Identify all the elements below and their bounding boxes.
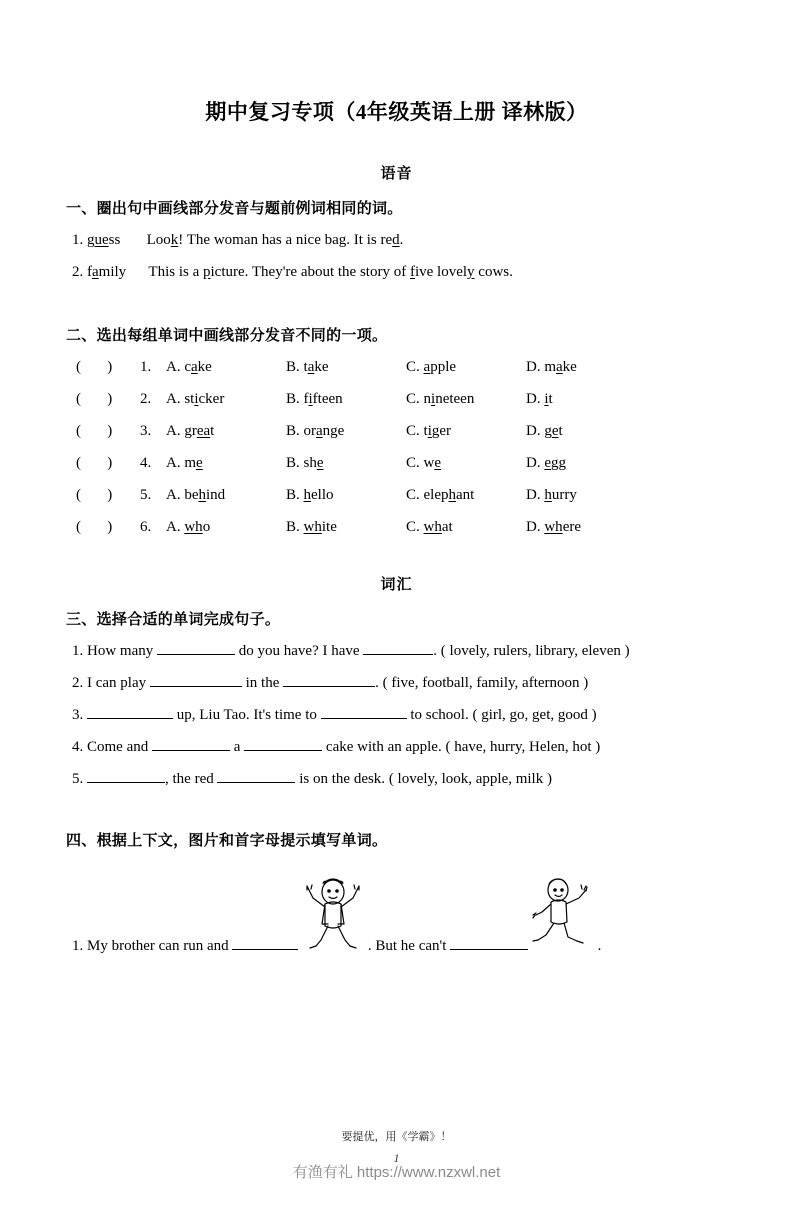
fill-blank[interactable] [87, 782, 165, 783]
item-number: 3. [72, 707, 84, 723]
question-4-heading: 四、根据上下文，图片和首字母提示填写单词。 [66, 833, 388, 849]
answer-bracket-3[interactable]: ( ) [76, 423, 113, 439]
option-b[interactable]: B. white [286, 519, 337, 535]
answer-bracket-5[interactable]: ( ) [76, 487, 113, 503]
question-1-heading: 一、圈出句中画线部分发音与题前例词相同的词。 [66, 201, 403, 217]
word-choices: ( five, football, family, afternoon ) [382, 675, 589, 691]
fill-blank[interactable] [244, 750, 322, 751]
table-row[interactable] [66, 511, 727, 543]
jumping-boy-icon [302, 876, 364, 962]
text-after: is on the desk. [299, 771, 386, 787]
text-before: My brother can run and [87, 938, 229, 954]
option-b[interactable]: B. orange [286, 423, 345, 439]
text-after: to school. [410, 707, 469, 723]
footer-note: 要提优，用《学霸》！ [341, 1131, 452, 1143]
fill-blank[interactable] [363, 654, 433, 655]
option-a[interactable]: A. sticker [166, 391, 225, 407]
text-mid: in the [245, 675, 280, 691]
question-1-item-1 [66, 224, 727, 256]
example-word: family [87, 264, 127, 280]
section-heading-vocabulary: 词汇 [380, 577, 413, 593]
text-before: I can play [87, 675, 147, 691]
example-word: guess [87, 232, 121, 248]
fill-blank[interactable] [87, 718, 173, 719]
sentence-text: This is a picture. They're about the story of five lovely cows. [148, 264, 513, 280]
row-number: 3. [140, 423, 152, 439]
answer-bracket-2[interactable]: ( ) [76, 391, 113, 407]
item-number: 1. [72, 232, 84, 248]
running-boy-icon [532, 876, 594, 962]
word-choices: ( have, hurry, Helen, hot ) [445, 739, 601, 755]
document-page [0, 96, 793, 1218]
option-d[interactable]: D. get [526, 423, 563, 439]
text-mid: . But he can't [367, 938, 447, 954]
item-number: 5. [72, 771, 84, 787]
option-c[interactable]: C. what [406, 519, 453, 535]
table-row[interactable] [66, 351, 727, 383]
question-4-item-1 [66, 876, 727, 956]
sentence-text: Look! The woman has a nice bag. It is red. [146, 232, 404, 248]
option-b[interactable]: B. she [286, 455, 324, 471]
text-end: . [597, 938, 602, 954]
answer-bracket-1[interactable]: ( ) [76, 359, 113, 375]
text-before: How many [87, 643, 154, 659]
option-b[interactable]: B. take [286, 359, 329, 375]
option-a[interactable]: A. me [166, 455, 203, 471]
question-3-heading: 三、选择合适的单词完成句子。 [66, 612, 281, 628]
option-c[interactable]: C. we [406, 455, 442, 471]
watermark: 有渔有礼 https://www.nzxwl.net [292, 1164, 501, 1181]
item-number: 1. [72, 938, 84, 954]
word-choices: ( girl, go, get, good ) [472, 707, 597, 723]
option-a[interactable]: A. great [166, 423, 215, 439]
table-row[interactable] [66, 415, 727, 447]
word-choices: ( lovely, look, apple, milk ) [388, 771, 552, 787]
row-number: 4. [140, 455, 152, 471]
row-number: 2. [140, 391, 152, 407]
section-heading-phonics: 语音 [380, 166, 413, 182]
fill-blank[interactable] [321, 718, 407, 719]
question-3-item-3 [66, 699, 727, 731]
text-after: . [433, 643, 438, 659]
option-c[interactable]: C. nineteen [406, 391, 475, 407]
option-c[interactable]: C. apple [406, 359, 457, 375]
page-title: 期中复习专项（4年级英语上册 译林版） [205, 100, 588, 124]
row-number: 5. [140, 487, 152, 503]
option-d[interactable]: D. it [526, 391, 553, 407]
fill-blank[interactable] [283, 686, 375, 687]
question-1-item-2 [66, 256, 727, 288]
option-d[interactable]: D. make [526, 359, 577, 375]
fill-blank[interactable] [157, 654, 235, 655]
fill-blank[interactable] [232, 949, 298, 950]
table-row[interactable] [66, 383, 727, 415]
fill-blank[interactable] [450, 949, 528, 950]
page-number: 1 [393, 1151, 400, 1165]
table-row[interactable] [66, 479, 727, 511]
fill-blank[interactable] [150, 686, 242, 687]
question-3-item-4 [66, 731, 727, 763]
text-mid: , the red [165, 771, 214, 787]
row-number: 6. [140, 519, 152, 535]
text-after: . [375, 675, 379, 691]
question-3-item-2 [66, 667, 727, 699]
fill-blank[interactable] [152, 750, 230, 751]
fill-blank[interactable] [217, 782, 295, 783]
option-a[interactable]: A. cake [166, 359, 212, 375]
text-before: Come and [87, 739, 149, 755]
text-mid: a [233, 739, 241, 755]
item-number: 4. [72, 739, 84, 755]
option-d[interactable]: D. hurry [526, 487, 577, 503]
option-b[interactable]: B. hello [286, 487, 334, 503]
question-3-item-5 [66, 763, 727, 795]
question-3-item-1 [66, 635, 727, 667]
option-a[interactable]: A. who [166, 519, 211, 535]
text-mid: up, Liu Tao. It's time to [176, 707, 317, 723]
option-b[interactable]: B. fifteen [286, 391, 343, 407]
text-mid: do you have? I have [238, 643, 360, 659]
question-2-heading: 二、选出每组单词中画线部分发音不同的一项。 [66, 328, 388, 344]
option-c[interactable]: C. tiger [406, 423, 452, 439]
answer-bracket-4[interactable]: ( ) [76, 455, 113, 471]
row-number: 1. [140, 359, 152, 375]
option-c[interactable]: C. elephant [406, 487, 475, 503]
word-choices: ( lovely, rulers, library, eleven ) [440, 643, 630, 659]
text-after: cake with an apple. [325, 739, 442, 755]
option-a[interactable]: A. behind [166, 487, 226, 503]
option-d[interactable]: D. egg [526, 455, 567, 471]
item-number: 2. [72, 675, 84, 691]
answer-bracket-6[interactable]: ( ) [76, 519, 113, 535]
item-number: 2. [72, 264, 84, 280]
item-number: 1. [72, 643, 84, 659]
option-d[interactable]: D. where [526, 519, 581, 535]
table-row[interactable] [66, 447, 727, 479]
